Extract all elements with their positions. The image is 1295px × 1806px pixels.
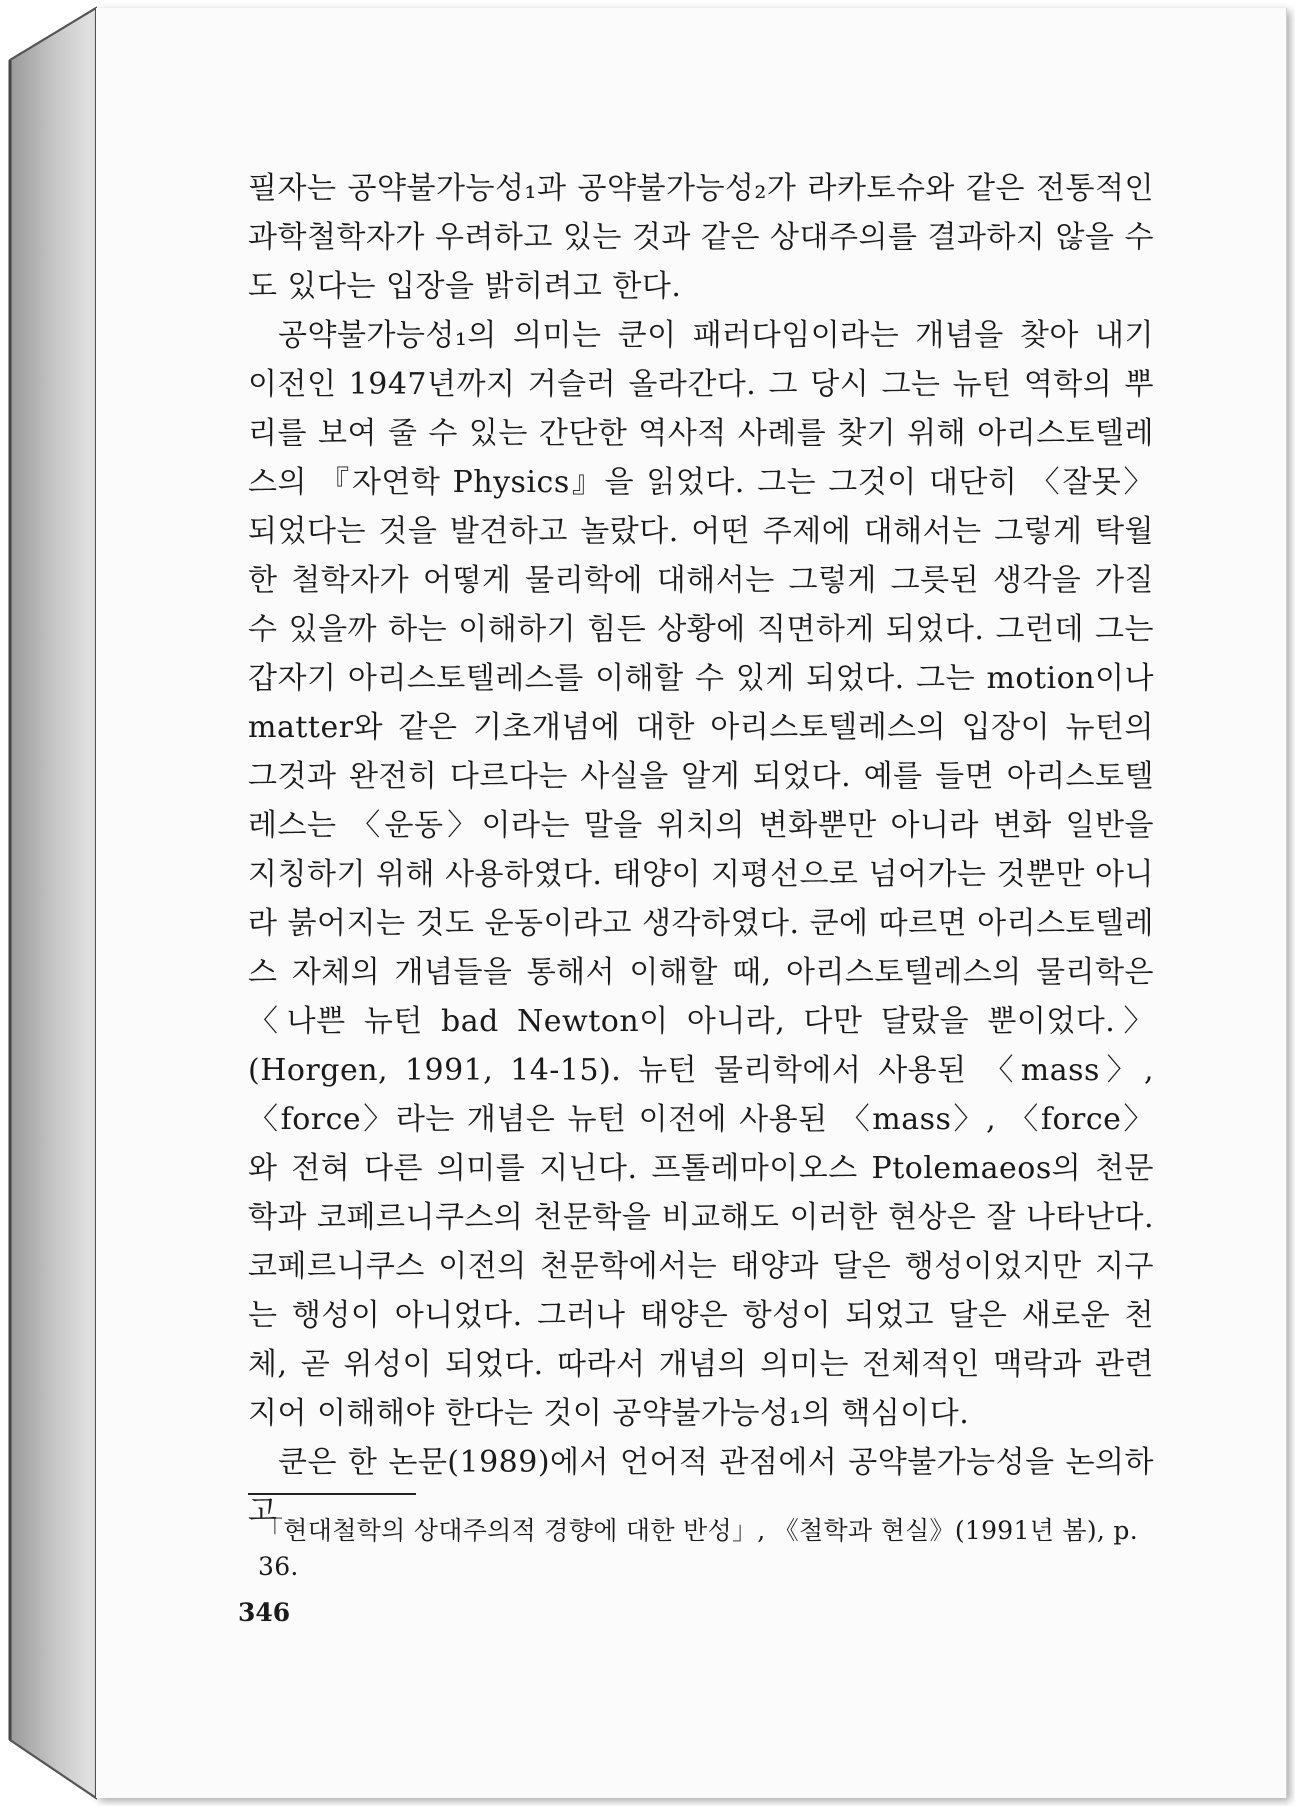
body-text: [248, 164, 1154, 1536]
paragraph-2: 공약불가능성₁의 의미는 쿤이 패러다임이라는 개념을 찾아 내기 이전인 1947년까지 거슬러 올라간다. 그 당시 그는 뉴턴 역학의 뿌리를 보여 줄 수 있는 간단한 역사적 사례를 찾기 위해 아리스토텔레스의 『자연학 Physics』을 읽었다. 그는 그것이 대단히 〈잘못〉되었다는 것을 발견하고 놀랐다. 어떤 주제에 대해서는 그렇게 탁월한 철학자가 어떻게 물리학에 대해서는 그렇게 그릇된 생각을 가질 수 있을까 하는 이해하기 힘든 상황에 직면하게 되었다. 그런데 그는 갑자기 아리스토텔레스를 이해할 수 있게 되었다. 그는 motion이나 matter와 같은 기초개념에 대한 아리스토텔레스의 입장이 뉴턴의 그것과 완전히 다르다는 사실을 알게 되었다. 예를 들면 아리스토텔레스는 〈운동〉이라는 말을 위치의 변화뿐만 아니라 변화 일반을 지칭하기 위해 사용하였다. 태양이 지평선으로 넘어가는 것뿐만 아니라 붉어지는 것도 운동이라고 생각하였다. 쿤에 따르면 아리스토텔레스 자체의 개념들을 통해서 이해할 때, 아리스토텔레스의 물리학은 〈나쁜 뉴턴 bad Newton이 아니라, 다만 달랐을 뿐이었다.〉(Horgen, 1991, 14-15). 뉴턴 물리학에서 사용된 〈mass〉, 〈force〉라는 개념은 뉴턴 이전에 사용된 〈mass〉, 〈force〉와 전혀 다른 의미를 지닌다. 프톨레마이오스 Ptolemaeos의 천문학과 코페르니쿠스의 천문학을 비교해도 이러한 현상은 잘 나타난다. 코페르니쿠스 이전의 천문학에서는 태양과 달은 행성이었지만 지구는 행성이 아니었다. 그러나 태양은 항성이 되었고 달은 새로운 천체, 곧 위성이 되었다. 따라서 개념의 의미는 전체적인 맥락과 관련지어 이해해야 한다는 것이 공약불가능성₁의 핵심이다.: [248, 318, 1154, 1431]
paragraph-1: 필자는 공약불가능성₁과 공약불가능성₂가 라카토슈와 같은 전통적인 과학철학자가 우려하고 있는 것과 같은 상대주의를 결과하지 않을 수도 있다는 입장을 밝히려고 한다.: [248, 171, 1154, 304]
footnote-divider: [248, 1493, 416, 1495]
paragraph-3: 쿤은 한 논문(1989)에서 언어적 관점에서 공약불가능성을 논의하고: [248, 1445, 1154, 1529]
footnote: 「현대철학의 상대주의적 경향에 대한 반성」, 《철학과 현실》(1991년 봄), p. 36.: [258, 1516, 1138, 1581]
page-number: 346: [238, 1598, 291, 1627]
